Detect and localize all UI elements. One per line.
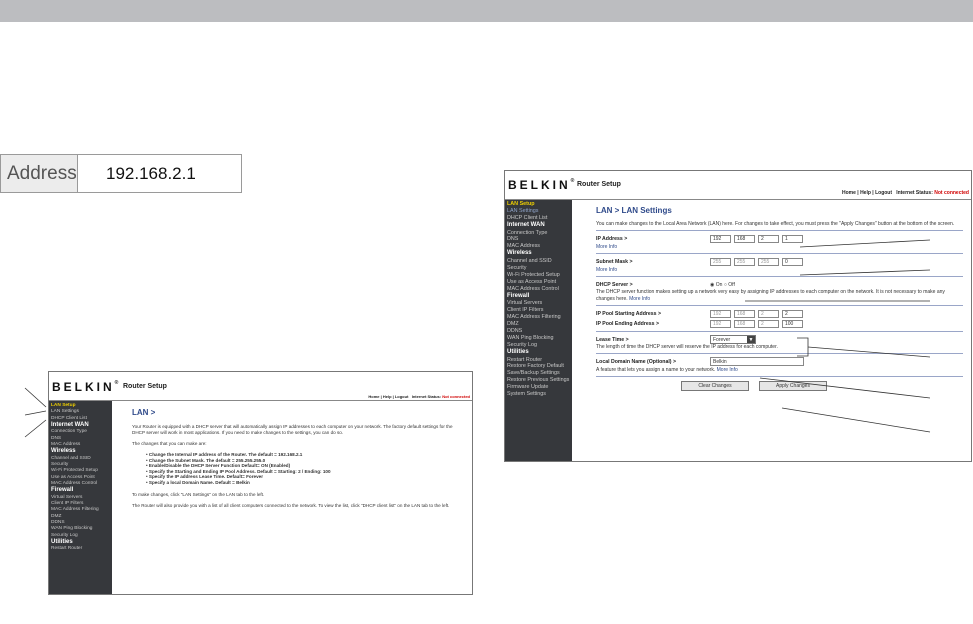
sidebar-item-restore-factory-default[interactable]: Restore Factory Default (507, 363, 564, 370)
subnet-octet-2[interactable]: 255 (734, 258, 755, 266)
sidebar-item-security-log[interactable]: Security Log (51, 532, 78, 538)
sidebar-item-ddns[interactable]: DDNS (507, 327, 523, 334)
sidebar-item-channel-and-ssid[interactable]: Channel and SSID (507, 258, 552, 265)
domain-name-row (596, 357, 963, 367)
divider (596, 305, 963, 306)
sidebar-item-client-ip-filters[interactable]: Client IP Filters (51, 501, 84, 507)
action-buttons (596, 381, 963, 391)
pool-start-label: IP Pool Starting Address > (596, 310, 662, 317)
lease-time-value: Forever (713, 336, 731, 343)
divider (596, 253, 963, 254)
ip-octet-4[interactable]: 1 (782, 235, 803, 243)
sidebar-item-security[interactable]: Security (507, 264, 527, 271)
sidebar-item-mac-address-filtering[interactable]: MAC Address Filtering (51, 507, 99, 513)
ip-octet-3[interactable]: 2 (758, 235, 779, 243)
app-title: Router Setup (577, 181, 621, 188)
pool-end-octet-1[interactable]: 192 (710, 320, 731, 328)
sidebar-item-use-as-access-point[interactable]: Use as Access Point (507, 278, 557, 285)
sidebar-item-firewall[interactable]: Firewall (51, 487, 74, 494)
sidebar-nav (49, 401, 112, 594)
sidebar-item-wan-ping-blocking[interactable]: WAN Ping Blocking (51, 526, 93, 532)
instruction-settings: To make changes, click "LAN Settings" on the LAN tab to the left. (132, 491, 265, 497)
sidebar-item-ddns[interactable]: DDNS (51, 519, 65, 525)
divider (596, 331, 963, 332)
sidebar-item-security[interactable]: Security (51, 462, 69, 468)
ip-address-label: IP Address > (596, 236, 628, 242)
sidebar-item-firewall[interactable]: Firewall (507, 292, 530, 299)
sidebar-item-mac-address-control[interactable]: MAC Address Control (507, 285, 559, 292)
lan-page-screenshot (48, 371, 473, 595)
sidebar-item-dmz[interactable]: DMZ (507, 321, 519, 328)
sidebar-item-system-settings[interactable]: System Settings (507, 391, 546, 398)
sidebar-item-virtual-servers[interactable]: Virtual Servers (51, 494, 83, 500)
sidebar-item-restart-router[interactable]: Restart Router (51, 546, 83, 552)
intro-text: You can make changes to the Local Area Network (LAN) here. For changes to take effect, you must press the "Apply Changes" button at the bottom of the screen. (596, 221, 955, 227)
sidebar-item-dhcp-client-list[interactable]: DHCP Client List (51, 415, 87, 421)
sidebar-item-utilities[interactable]: Utilities (507, 348, 529, 355)
internet-status-label: Internet Status: (896, 190, 933, 196)
domain-name-input[interactable]: Belkin (710, 357, 804, 366)
page-header (49, 372, 472, 401)
sidebar-item-lan-settings[interactable]: LAN Settings (507, 207, 539, 214)
intro-text: Your Router is equipped with a DHCP server that will automatically assign IP addresses to each computer on your network. The factory default settings for the DHCP server will work in most applications. If you need to make changes to the settings, you can do so. (132, 424, 453, 435)
pool-end-octet-2[interactable]: 168 (734, 320, 755, 328)
sidebar-item-connection-type[interactable]: Connection Type (507, 229, 548, 236)
dhcp-on-label: On (715, 282, 723, 288)
sidebar-item-mac-address-control[interactable]: MAC Address Control (51, 480, 98, 486)
sidebar-item-client-ip-filters[interactable]: Client IP Filters (507, 307, 544, 314)
sidebar-item-dhcp-client-list[interactable]: DHCP Client List (507, 214, 548, 221)
sidebar-item-virtual-servers[interactable]: Virtual Servers (507, 300, 543, 307)
pool-start-octet-1[interactable]: 192 (710, 310, 731, 318)
sidebar-nav (505, 200, 572, 461)
pool-end-octet-3[interactable]: 2 (758, 320, 779, 328)
header-nav-links[interactable]: Home | Help | Logout (842, 190, 893, 196)
sidebar-item-lan-setup[interactable]: LAN Setup (507, 201, 535, 207)
pool-start-octet-4[interactable]: 2 (782, 310, 803, 318)
ip-more-info-link[interactable]: More Info (596, 244, 618, 250)
domain-description-text: A feature that lets you assign a name to your network. (596, 366, 716, 373)
sidebar-item-dns[interactable]: DNS (51, 435, 62, 441)
divider (596, 376, 963, 377)
apply-changes-button[interactable]: Apply Changes (759, 381, 827, 391)
sidebar-item-dns[interactable]: DNS (507, 236, 519, 243)
list-item: • Change the Internal IP address of the Router. The default = 192.168.2.1 (146, 452, 464, 458)
sidebar-item-mac-address[interactable]: MAC Address (507, 243, 540, 250)
internet-status-value: Not connected (442, 394, 470, 399)
sidebar-item-internet-wan[interactable]: Internet WAN (51, 421, 89, 428)
divider (596, 230, 963, 231)
dhcp-on-radio[interactable]: ◉ On (710, 282, 723, 288)
main-content (112, 401, 472, 594)
pool-end-octet-4[interactable]: 100 (782, 320, 803, 328)
dhcp-description-text: The DHCP server function makes setting up a network very easy by assigning IP addresses to each computer on the network. It is not necessary to make any changes here. (596, 289, 945, 302)
sidebar-item-wireless[interactable]: Wireless (507, 250, 532, 257)
lan-settings-screenshot (504, 170, 972, 462)
sidebar-item-restore-previous-settings[interactable]: Restore Previous Settings (507, 377, 570, 384)
subnet-mask-label: Subnet Mask > (596, 259, 633, 265)
sidebar-item-connection-type[interactable]: Connection Type (51, 429, 87, 435)
address-label: Address (1, 155, 78, 192)
changes-list (146, 452, 464, 486)
address-input[interactable]: 192.168.2.1 (106, 163, 196, 183)
header-links[interactable] (842, 190, 969, 196)
subnet-octet-3[interactable]: 255 (758, 258, 779, 266)
list-item: • Specify a local Domain Name. Default = Belkin (146, 480, 464, 486)
sidebar-item-restart-router[interactable]: Restart Router (507, 356, 543, 363)
sidebar-item-wi-fi-protected-setup[interactable]: Wi-Fi Protected Setup (51, 468, 98, 474)
page-title: LAN > LAN Settings (596, 206, 672, 215)
ip-octet-2[interactable]: 168 (734, 235, 755, 243)
dhcp-server-label: DHCP Server > (596, 282, 633, 288)
sidebar-item-wireless[interactable]: Wireless (51, 448, 76, 455)
sidebar-item-lan-settings[interactable]: LAN Settings (51, 409, 79, 415)
changes-heading: The changes that you can make are: (132, 441, 207, 446)
callout-line (25, 420, 46, 437)
instruction-client-list: The Router will also provide you with a list of all client computers connected to the network. To view the list, click "DHCP client list" on the LAN tab to the left. (132, 502, 450, 508)
header-nav-links[interactable]: Home | Help | Logout (368, 394, 409, 399)
domain-name-description (596, 367, 963, 374)
top-bar (0, 0, 973, 22)
sidebar-item-dmz[interactable]: DMZ (51, 513, 62, 519)
subnet-mask-row (596, 257, 963, 267)
belkin-logo: BELKIN® (508, 178, 575, 192)
subnet-octet-1[interactable]: 255 (710, 258, 731, 266)
address-bar[interactable] (0, 154, 242, 193)
ip-address-row (596, 234, 963, 244)
header-links[interactable] (368, 394, 470, 399)
subnet-more-info-link[interactable]: More Info (596, 267, 618, 273)
sidebar-item-internet-wan[interactable]: Internet WAN (507, 221, 545, 228)
pool-start-octet-3[interactable]: 2 (758, 310, 779, 318)
sidebar-item-mac-address[interactable]: MAC Address (51, 441, 81, 447)
domain-more-info-link[interactable]: More Info (716, 366, 738, 373)
domain-name-label: Local Domain Name (Optional) > (596, 358, 676, 365)
lease-time-select[interactable] (710, 335, 756, 344)
dhcp-description (596, 290, 963, 303)
sidebar-item-channel-and-ssid[interactable]: Channel and SSID (51, 455, 91, 461)
sidebar-item-use-as-access-point[interactable]: Use as Access Point (51, 474, 95, 480)
ip-octet-1[interactable]: 192 (710, 235, 731, 243)
sidebar-item-utilities[interactable]: Utilities (51, 538, 73, 545)
lease-time-description: The length of time the DHCP server will reserve the IP address for each computer. (596, 343, 778, 350)
pool-end-row (596, 319, 963, 329)
dhcp-more-info-link[interactable]: More Info (629, 295, 651, 302)
callout-line (25, 411, 46, 415)
belkin-logo: BELKIN® (52, 380, 119, 394)
pool-end-label: IP Pool Ending Address > (596, 320, 659, 327)
page-title: LAN > (132, 408, 156, 417)
sidebar-item-lan-setup[interactable]: LAN Setup (51, 403, 76, 408)
internet-status-label: Internet Status: (411, 394, 442, 399)
clear-changes-button[interactable]: Clear Changes (681, 381, 749, 391)
sidebar-item-wi-fi-protected-setup[interactable]: Wi-Fi Protected Setup (507, 271, 560, 278)
list-item: • Specify the Starting and Ending IP Pool Address. Default = Starting: 2 / Ending: 100 (146, 469, 464, 475)
sidebar-item-mac-address-filtering[interactable]: MAC Address Filtering (507, 314, 561, 321)
lease-time-label: Lease Time > (596, 336, 629, 343)
callout-line (25, 388, 46, 407)
main-content (572, 200, 971, 461)
divider (596, 353, 963, 354)
internet-status-value: Not connected (934, 190, 969, 196)
sidebar-item-security-log[interactable]: Security Log (507, 341, 537, 348)
list-item: • Change the Subnet Mask. The default = 255.255.255.0 (146, 458, 464, 464)
sidebar-item-save-backup-settings[interactable]: Save/Backup Settings (507, 370, 560, 377)
dhcp-off-label: Off (728, 282, 735, 288)
chevron-down-icon[interactable]: ▼ (748, 336, 754, 343)
pool-start-octet-2[interactable]: 168 (734, 310, 755, 318)
sidebar-item-firmware-update[interactable]: Firmware Update (507, 384, 549, 391)
list-item: • Enable/Disable the DHCP Server Function Default= ON (Enabled) (146, 463, 464, 469)
page-header (505, 171, 971, 200)
app-title: Router Setup (123, 383, 167, 390)
list-item: • Specify the IP address Lease Time. Default= Forever (146, 474, 464, 480)
pool-start-row (596, 309, 963, 319)
dhcp-off-radio[interactable]: ○ Off (723, 282, 735, 288)
sidebar-item-wan-ping-blocking[interactable]: WAN Ping Blocking (507, 334, 554, 341)
subnet-octet-4[interactable]: 0 (782, 258, 803, 266)
divider (596, 276, 963, 277)
